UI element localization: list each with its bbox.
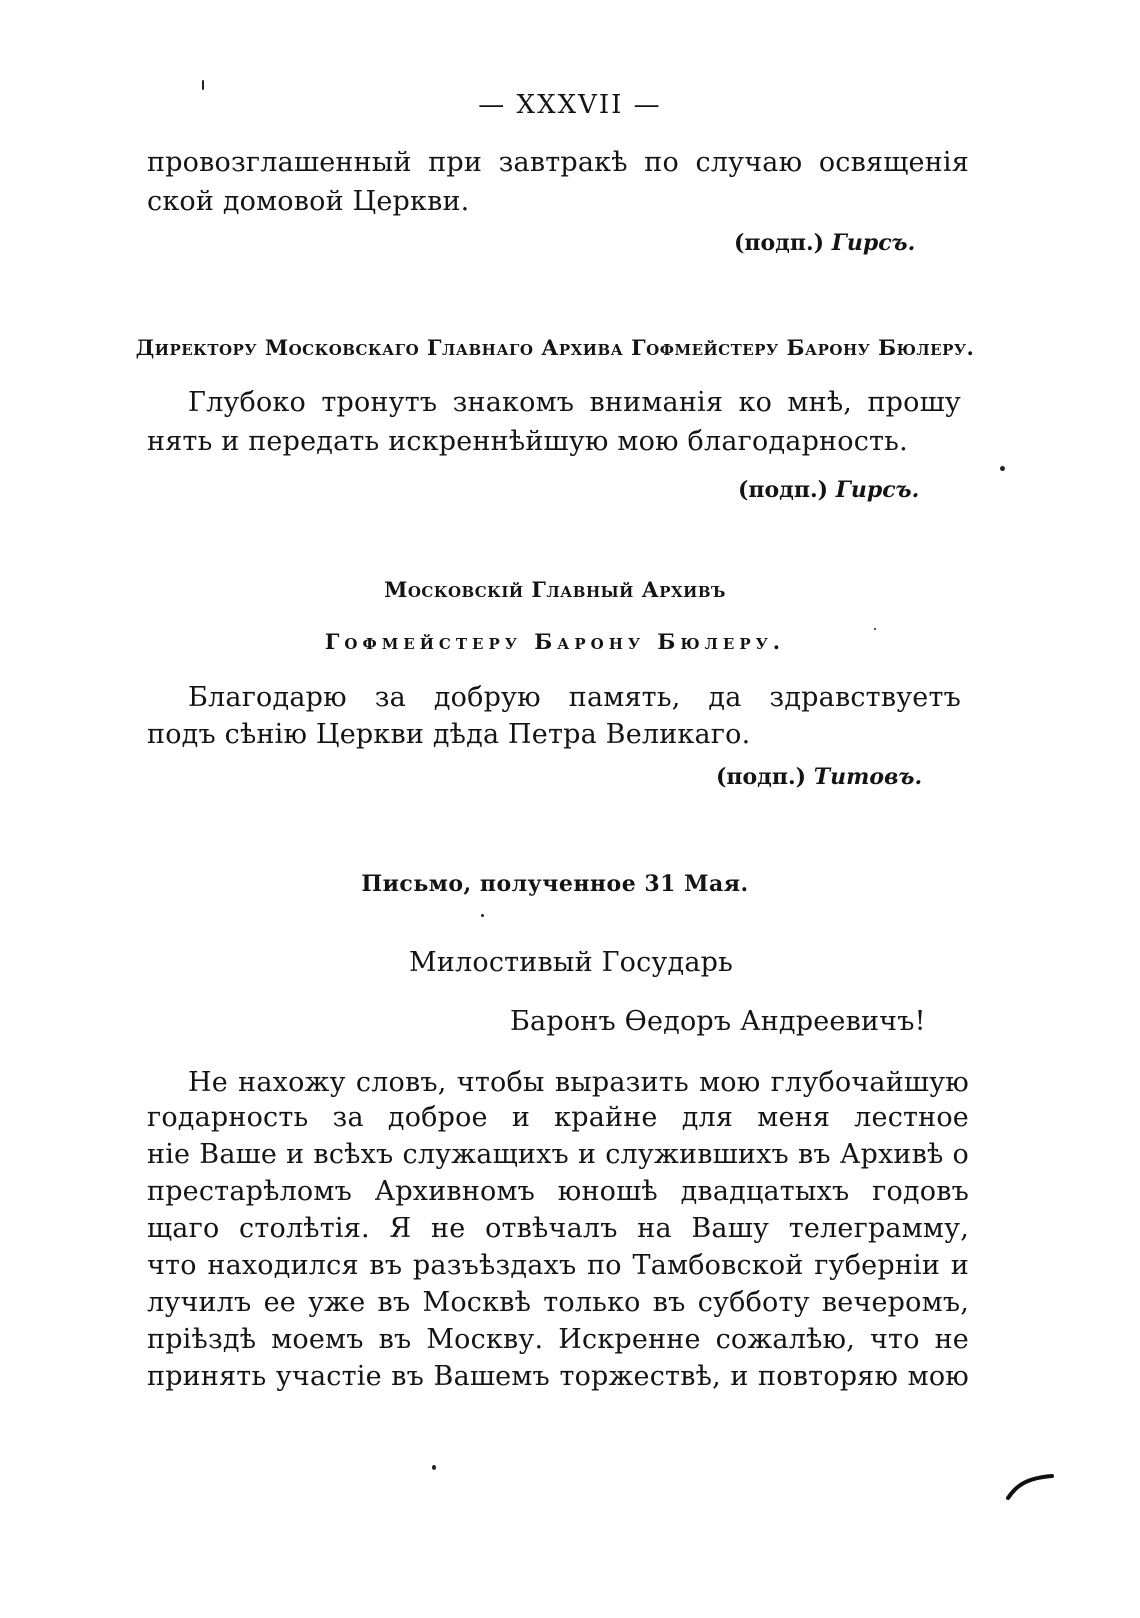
signature-name: Титовъ. (813, 764, 923, 790)
signature-name: Гирсъ. (835, 477, 920, 503)
third-heading: Московскій Главный Архивъ (384, 577, 726, 602)
first-line-1: провозглашенный при завтракѣ по случаю освященія (147, 147, 969, 178)
third-line-2: подъ сѣнію Церкви дѣда Петра Великаго. (147, 719, 751, 750)
letter-addressee: Баронъ Ѳедоръ Андреевичъ! (510, 1006, 926, 1037)
third-line-1: Благодарю за добрую память, да здравствуетъ (188, 682, 961, 713)
signature-prefix: (подп.) (716, 764, 807, 790)
first-signature (734, 229, 915, 257)
letter-line-7: лучилъ ее уже въ Москвѣ только въ субботу вечеромъ, (147, 1287, 969, 1318)
signature-prefix: (подп.) (734, 230, 825, 256)
second-line-1: Глубоко тронутъ знакомъ вниманія ко мнѣ, прошу (188, 387, 961, 418)
scan-speck (1000, 466, 1005, 471)
letter-line-3: ніе Ваше и всѣхъ служащихъ и служившихъ въ Архивѣ о (147, 1139, 969, 1170)
letter-line-1: Не нахожу словъ, чтобы выразить мою глубочайшую (188, 1067, 969, 1098)
page-number: — XXXVII — (478, 90, 662, 120)
second-line-2: нять и передать искреннѣйшую мою благодарность. (147, 426, 908, 457)
third-subheading: Гофмейстеру Барону Бюлеру. (324, 629, 786, 654)
letter-salutation: Милостивый Государь (409, 947, 734, 978)
letter-line-8: пріѣздѣ моемъ въ Москву. Искренне сожалѣю, что не (147, 1324, 969, 1355)
letter-line-5: щаго столѣтія. Я не отвѣчалъ на Вашу телеграмму, (147, 1213, 969, 1244)
second-heading: Директору Московскаго Главнаго Архива Гофмейстеру Барону Бюлеру. (135, 335, 975, 360)
scan-speck (481, 914, 484, 917)
scan-speck (432, 1465, 436, 1470)
scan-speck (202, 80, 204, 90)
second-signature (738, 476, 919, 504)
letter-line-2: годарность за доброе и крайне для меня лестное (147, 1102, 969, 1133)
signature-name: Гирсъ. (831, 230, 916, 256)
letter-line-4: престарѣломъ Архивномъ юношѣ двадцатыхъ годовъ (147, 1176, 969, 1207)
letter-heading: Письмо, полученное 31 Мая. (361, 871, 749, 897)
third-signature (716, 763, 922, 791)
letter-line-6: что находился въ разъѣздахъ по Тамбовской губерніи и (147, 1250, 969, 1281)
signature-prefix: (подп.) (738, 477, 829, 503)
scan-speck (874, 628, 876, 630)
letter-line-9: принять участіе въ Вашемъ торжествѣ, и повторяю мою (147, 1361, 969, 1392)
first-line-2: ской домовой Церкви. (147, 186, 470, 217)
scan-mark (1004, 1468, 1056, 1502)
